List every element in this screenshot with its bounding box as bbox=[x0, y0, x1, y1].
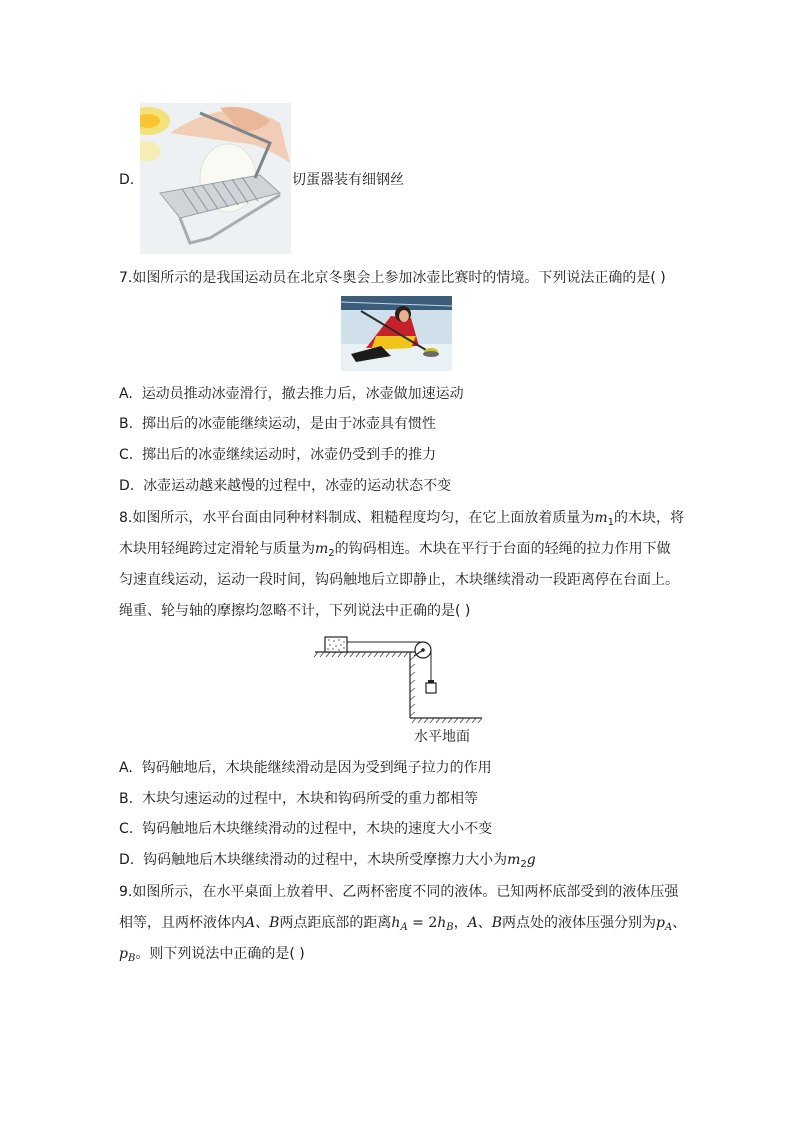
q6-option-d-text: 切蛋器装有细钢丝 bbox=[292, 172, 404, 188]
q9-stem-line1: 9.如图所示，在水平桌面上放着甲、乙两杯密度不同的液体。已知两杯底部受到的液体压强 bbox=[119, 884, 679, 900]
q7-option-c[interactable]: C. 掷出后的冰壶继续运动时，冰壶仍受到手的推力 bbox=[119, 447, 437, 463]
egg-slicer-photo bbox=[140, 103, 291, 254]
pulley-figure-caption: 水平地面 bbox=[414, 729, 470, 745]
q8-option-a[interactable]: A. 钩码触地后，木块能继续滑动是因为受到绳子拉力的作用 bbox=[119, 760, 492, 776]
q9-stem-line2: 相等，且两杯液体内A、B两点距底部的距离$h_A = 2h_B$，A、B两点处的液体压强分别为$p_A$、 bbox=[119, 915, 687, 933]
curling-photo bbox=[341, 296, 452, 371]
q8-stem-line1: 8.如图所示，水平台面由同种材料制成、粗糙程度均匀，在它上面放着质量为$m_1$的木块，将 bbox=[119, 510, 685, 528]
q8-option-d[interactable]: D. 钩码触地后木块继续滑动的过程中，木块所受摩擦力大小为$m_2g$ bbox=[119, 852, 536, 870]
q8-option-c[interactable]: C. 钩码触地后木块继续滑动的过程中，木块的速度大小不变 bbox=[119, 821, 493, 837]
q9-stem-line3: $p_B$。则下列说法中正确的是( ) bbox=[119, 946, 305, 964]
q8-stem-line3: 匀速直线运动，运动一段时间，钩码触地后立即静止，木块继续滑动一段距离停在台面上。 bbox=[119, 572, 679, 588]
q7-option-b[interactable]: B. 掷出后的冰壶能继续运动，是由于冰壶具有惯性 bbox=[119, 416, 436, 432]
q8-stem-line4: 绳重、轮与轴的摩擦均忽略不计，下列说法中正确的是( ) bbox=[119, 603, 471, 619]
q7-stem: 7.如图所示的是我国运动员在北京冬奥会上参加冰壶比赛时的情境。下列说法正确的是( ) bbox=[119, 270, 666, 286]
q8-option-b[interactable]: B. 木块匀速运动的过程中，木块和钩码所受的重力都相等 bbox=[119, 791, 478, 807]
q7-option-d[interactable]: D. 冰壶运动越来越慢的过程中，冰壶的运动状态不变 bbox=[119, 478, 452, 494]
q8-stem-line2: 木块用轻绳跨过定滑轮与质量为$m_2$的钩码相连。木块在平行于台面的轻绳的拉力作用下做 bbox=[119, 541, 671, 559]
q6-option-d-label: D. bbox=[119, 172, 135, 188]
q7-option-a[interactable]: A. 运动员推动冰壶滑行，撤去推力后，冰壶做加速运动 bbox=[119, 386, 464, 402]
